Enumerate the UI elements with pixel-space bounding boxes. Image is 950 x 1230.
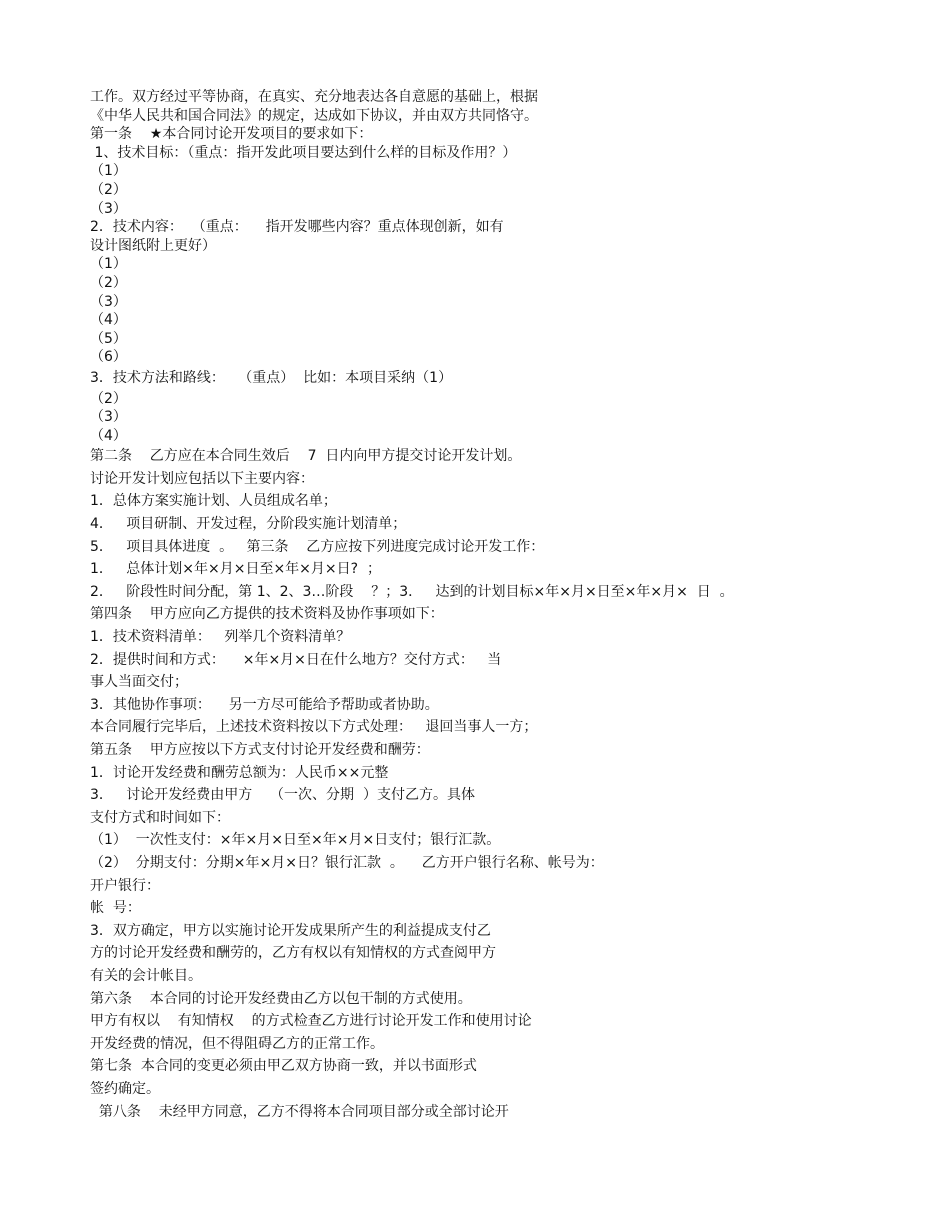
text-line: 甲方有权以 有知情权 的方式检查乙方进行讨论开发工作和使用讨论 — [90, 1013, 532, 1030]
text-line: 本合同履行完毕后，上述技术资料按以下方式处理： 退回当事人一方； — [90, 719, 538, 736]
text-line: 设计图纸附上更好） — [90, 237, 216, 254]
list-item: （6） — [90, 349, 127, 366]
list-item: （4） — [90, 312, 127, 329]
list-item: （3） — [90, 293, 127, 310]
article-4-heading: 第四条 甲方应向乙方提供的技术资料及协作事项如下： — [90, 606, 444, 623]
article-5-heading: 第五条 甲方应按以下方式支付讨论开发经费和酬劳： — [90, 742, 430, 758]
text-line: 1．总体方案实施计划、人员组成名单； — [90, 493, 337, 510]
list-item: （2） — [90, 274, 127, 291]
list-item: （3） — [90, 409, 127, 426]
list-item: （4） — [90, 427, 127, 444]
text-line: 3．其他协作事项： 另一方尽可能给予帮助或者协助。 — [90, 696, 439, 713]
article-2-heading: 第二条 乙方应在本合同生效后 7 日内向甲方提交讨论开发计划。 — [90, 448, 522, 465]
text-line: 2． 阶段性时间分配，第 1、2、3…阶段 ？；3． 达到的计划目标×年×月×日至×年×月× 日 。 — [90, 583, 734, 600]
list-item: （2） — [90, 181, 127, 198]
list-item: （1） — [90, 256, 127, 273]
document-body — [90, 88, 890, 1123]
text-line: 签约确定。 — [90, 1080, 160, 1097]
text-line: 开发经费的情况，但不得阻碍乙方的正常工作。 — [90, 1035, 384, 1052]
text-line: （1） 一次性支付：×年×月×日至×年×月×日支付；银行汇款。 — [90, 832, 501, 849]
text-line: 讨论开发计划应包括以下主要内容： — [90, 470, 314, 487]
text-line: 1、技术目标：（重点：指开发此项目要达到什么样的目标及作用？） — [90, 144, 517, 161]
text-line: 帐 号： — [90, 900, 141, 917]
text-line: 有关的会计帐目。 — [90, 967, 202, 984]
text-line: 3．双方确定，甲方以实施讨论开发成果所产生的利益提成支付乙 — [90, 922, 491, 939]
article-6-heading: 第六条 本合同的讨论开发经费由乙方以包干制的方式使用。 — [90, 990, 472, 1007]
text-line: 事人当面交付； — [90, 674, 188, 691]
text-line: 开户银行： — [90, 877, 160, 894]
text-line: 1．讨论开发经费和酬劳总额为：人民币××元整 — [90, 764, 389, 781]
text-line: 工作。双方经过平等协商，在真实、充分地表达各自意愿的基础上，根据 — [90, 89, 538, 105]
text-line: 1．技术资料清单： 列举几个资料清单？ — [90, 629, 351, 646]
text-line: 2．提供时间和方式： ×年×月×日在什么地方？交付方式： 当 — [90, 651, 502, 668]
text-line: 4． 项目研制、开发过程，分阶段实施计划清单； — [90, 516, 407, 533]
text-line: 1． 总体计划×年×月×日至×年×月×日? ； — [90, 561, 381, 578]
text-line: 2．技术内容： （重点： 指开发哪些内容？重点体现创新，如有 — [90, 219, 504, 236]
article-7-heading: 第七条 本合同的变更必须由甲乙双方协商一致，并以书面形式 — [90, 1058, 477, 1075]
list-item: （1） — [90, 163, 127, 180]
list-item: （3） — [90, 200, 127, 217]
article-8-heading: 第八条 未经甲方同意，乙方不得将本合同项目部分或全部讨论开 — [90, 1103, 509, 1120]
list-item: （5） — [90, 330, 127, 347]
text-line: 支付方式和时间如下： — [90, 809, 230, 826]
text-line: 3．技术方法和路线： （重点） 比如：本项目采纳（1） — [90, 369, 453, 386]
text-line: 《中华人民共和国合同法》的规定，达成如下协议，并由双方共同恪守。 — [90, 107, 538, 124]
list-item: （2） — [90, 390, 127, 407]
text-line: 3． 讨论开发经费由甲方 （一次、分期 ）支付乙方。具体 — [90, 787, 475, 804]
text-line: 5． 项目具体进度 。 第三条 乙方应按下列进度完成讨论开发工作： — [90, 538, 545, 555]
text-line: （2） 分期支付：分期×年×月×日？银行汇款 。 乙方开户银行名称、帐号为： — [90, 854, 604, 871]
text-line: 方的讨论开发经费和酬劳的，乙方有权以有知情权的方式查阅甲方 — [90, 945, 496, 962]
article-1-heading: 第一条 ★本合同讨论开发项目的要求如下： — [90, 126, 373, 143]
